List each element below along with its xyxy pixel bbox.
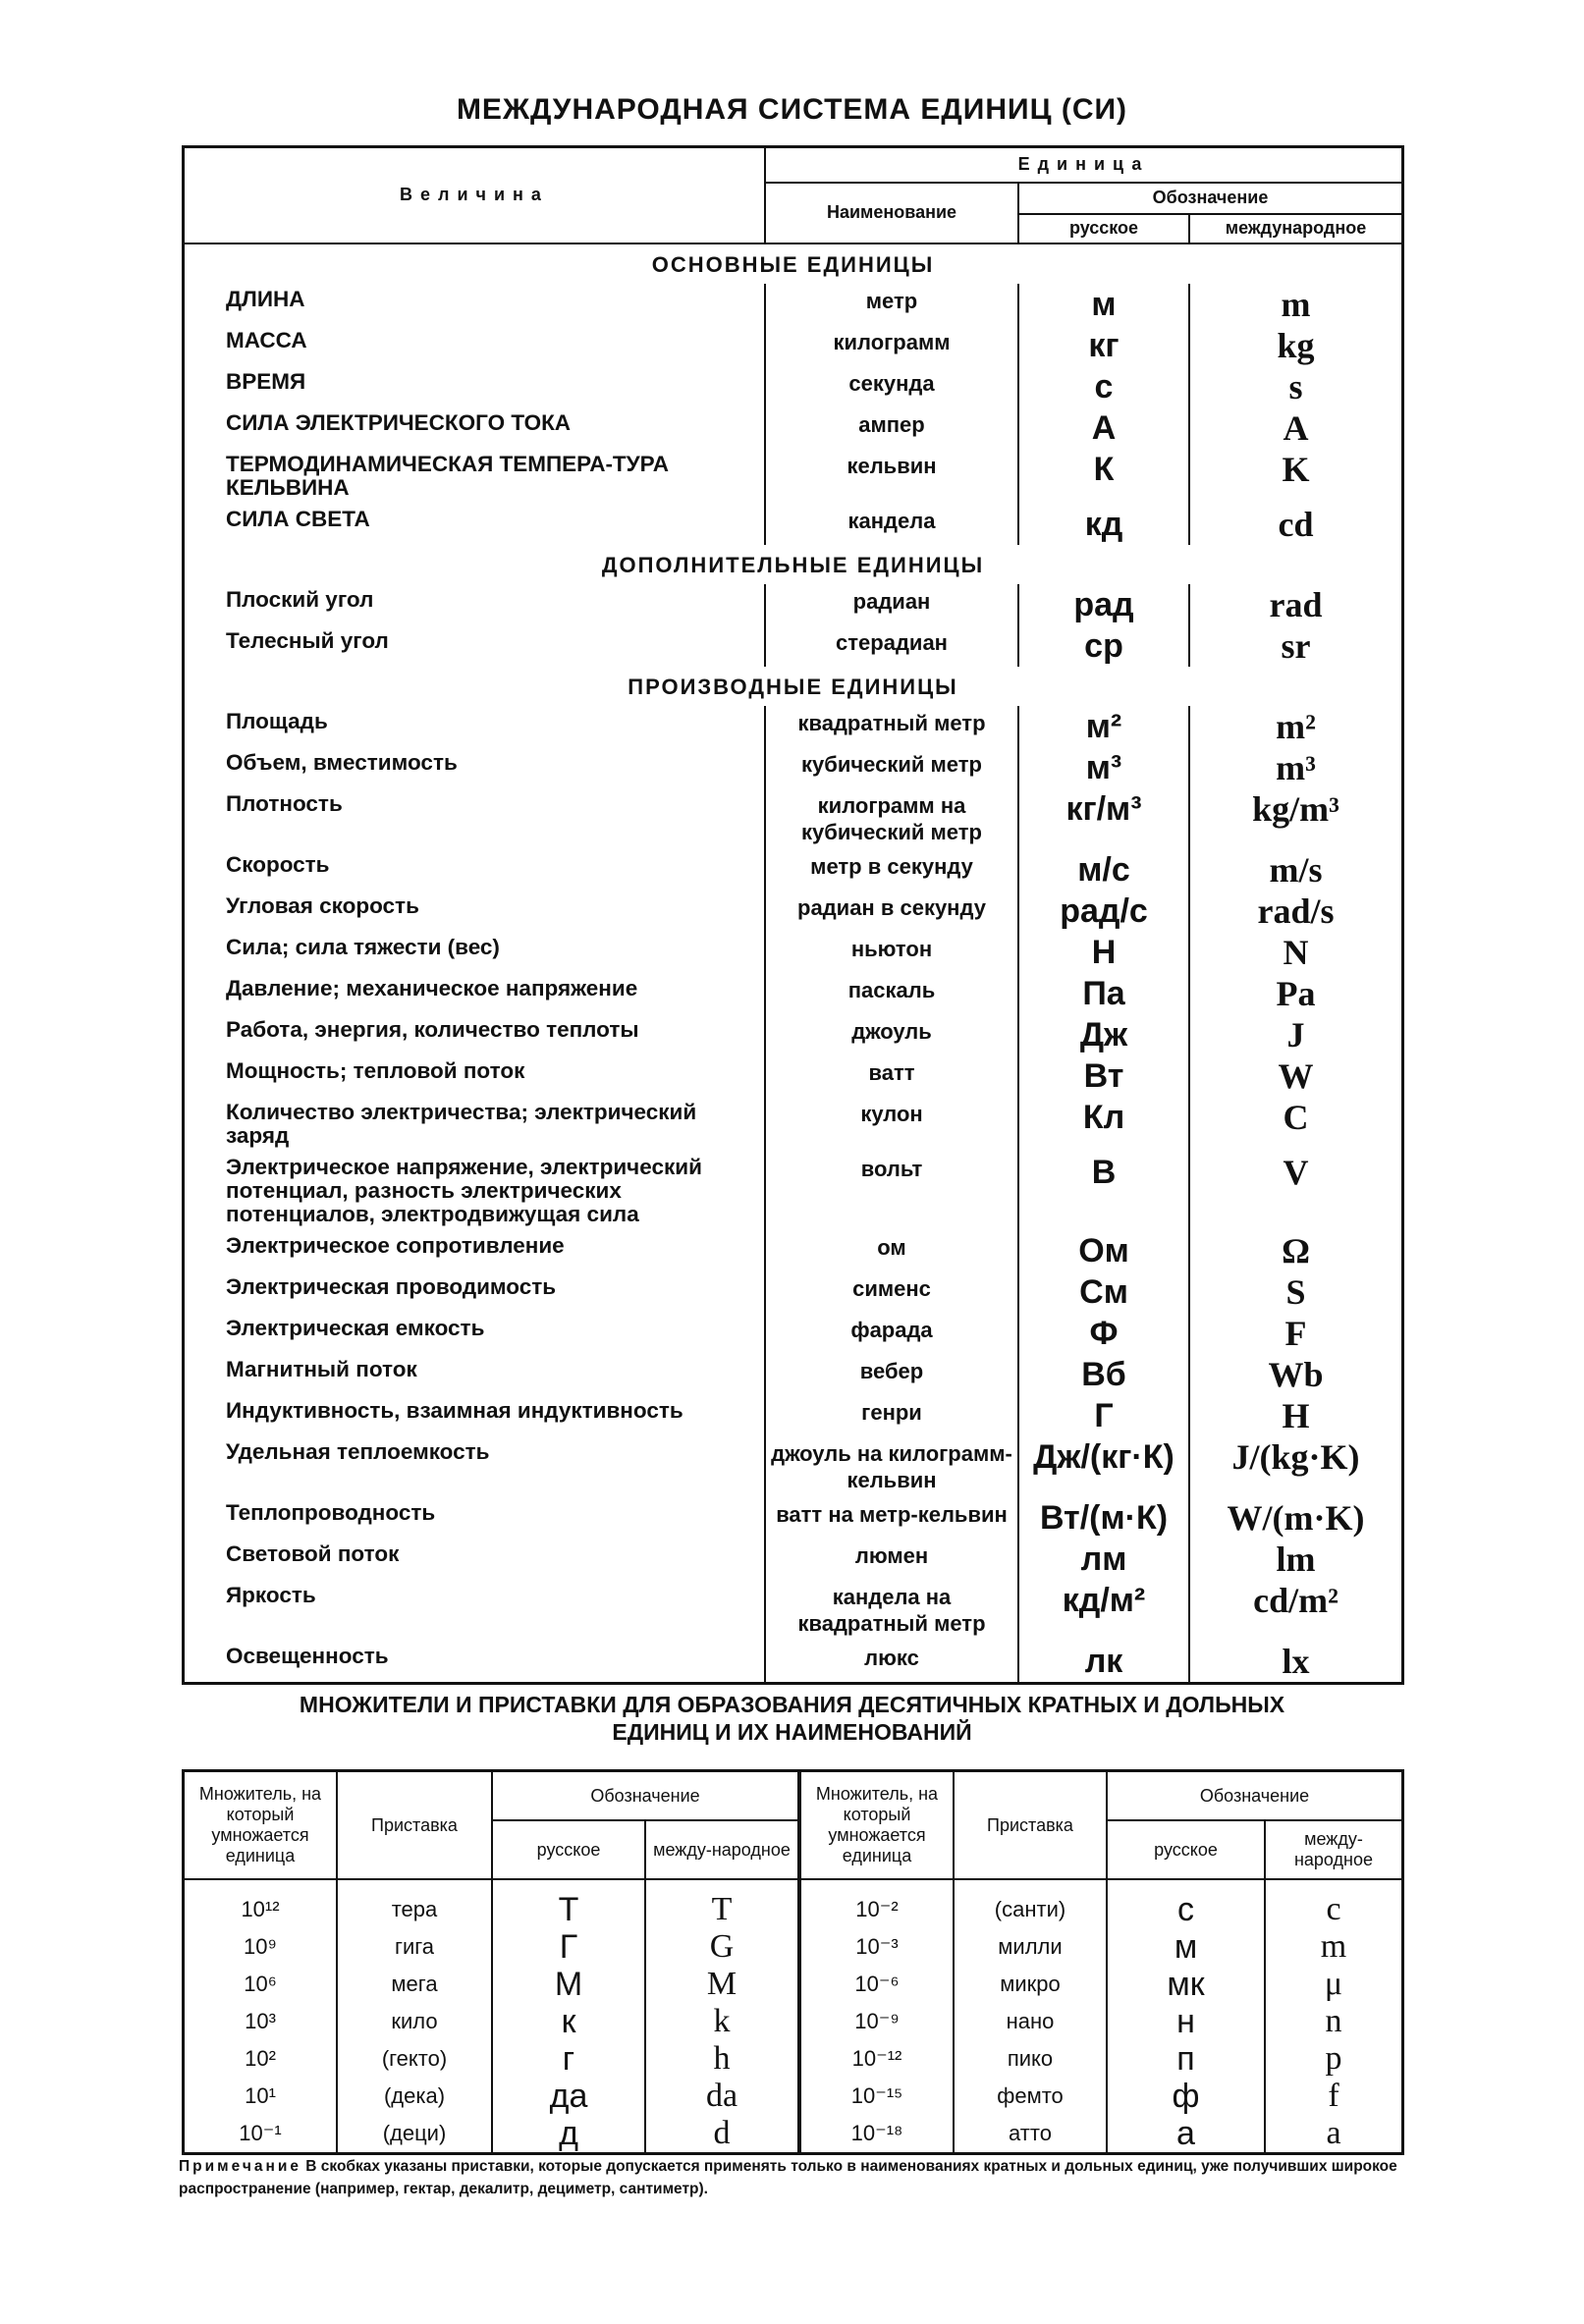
table-row <box>184 1641 1403 1684</box>
quantity-cell: Объем, вместимость <box>226 749 458 775</box>
page-title: МЕЖДУНАРОДНАЯ СИСТЕМА ЕДИНИЦ (СИ) <box>456 93 1128 126</box>
russian-symbol-cell: лм <box>1018 1539 1189 1580</box>
table-row <box>184 407 1403 449</box>
unit-name-cell: кулон <box>765 1097 1018 1152</box>
table-row <box>184 849 1403 891</box>
russian-symbol-cell: Ф <box>1018 1313 1189 1354</box>
unit-name-cell: генри <box>765 1395 1018 1436</box>
intl-symbol-cell: da <box>645 2078 799 2115</box>
quantity-cell: Индуктивность, взаимная индуктивность <box>226 1397 683 1423</box>
unit-name-cell: джоуль <box>765 1014 1018 1055</box>
russian-symbol-cell: м² <box>1018 706 1189 747</box>
russian-symbol-cell: Дж <box>1018 1014 1189 1055</box>
prefix-cell: гига <box>337 1928 492 1966</box>
russian-symbol-cell: Вт <box>1018 1055 1189 1097</box>
multiplier-cell: 10¹ <box>184 2078 338 2115</box>
quantity-cell: Сила; сила тяжести (вес) <box>226 934 500 959</box>
russian-symbol-cell: Вб <box>1018 1354 1189 1395</box>
table-row <box>184 625 1403 667</box>
prefix-cell: милли <box>954 1928 1107 1966</box>
table-row <box>184 2115 1403 2154</box>
unit-name-cell: джоуль на килограмм-кельвин <box>765 1436 1018 1497</box>
intl-symbol-cell: G <box>645 1928 799 1966</box>
table-row <box>184 1497 1403 1539</box>
header-prefix-1: Приставка <box>337 1771 492 1880</box>
intl-symbol-cell: μ <box>1265 1966 1403 2003</box>
russian-symbol-cell: М <box>492 1966 645 2003</box>
quantity-cell: Освещенность <box>226 1643 389 1668</box>
unit-name-cell: килограмм <box>765 325 1018 366</box>
russian-symbol-cell: Г <box>1018 1395 1189 1436</box>
prefix-cell: кило <box>337 2003 492 2040</box>
quantity-cell: Электрическое напряжение, электрический потенциал, разность электрических потенциалов, электродвижущая сила <box>226 1154 702 1226</box>
table-row <box>184 1152 1403 1230</box>
intl-symbol-cell: a <box>1265 2115 1403 2154</box>
intl-symbol-cell: Pa <box>1276 973 1316 1013</box>
russian-symbol-cell: Кл <box>1018 1097 1189 1152</box>
header-quantity: Величина <box>184 147 766 243</box>
prefix-cell: тера <box>337 1879 492 1928</box>
intl-symbol-cell: N <box>1283 932 1309 972</box>
table-row <box>184 1966 1403 2003</box>
unit-name-cell: ватт <box>765 1055 1018 1097</box>
header-prefix-2: Приставка <box>954 1771 1107 1880</box>
unit-name-cell: кандела <box>765 504 1018 545</box>
intl-symbol-cell: Ω <box>1282 1230 1310 1270</box>
multiplier-cell: 10⁻¹² <box>799 2040 954 2078</box>
prefix-cell: (деци) <box>337 2115 492 2154</box>
russian-symbol-cell: с <box>1107 1879 1265 1928</box>
quantity-cell: ДЛИНА <box>226 286 305 311</box>
intl-symbol-cell: A <box>1283 407 1309 448</box>
header-designation-2: Обозначение <box>1107 1771 1403 1821</box>
russian-symbol-cell: лк <box>1018 1641 1189 1684</box>
header-intl-2: между-народное <box>1265 1820 1403 1879</box>
quantity-cell: Яркость <box>226 1582 316 1607</box>
russian-symbol-cell: К <box>1018 449 1189 504</box>
russian-symbol-cell: да <box>492 2078 645 2115</box>
table-row <box>184 584 1403 625</box>
header-russian-2: русское <box>1107 1820 1265 1879</box>
quantity-cell: Плотность <box>226 790 343 816</box>
multiplier-cell: 10³ <box>184 2003 338 2040</box>
header-designation: Обозначение <box>1018 183 1403 214</box>
russian-symbol-cell: кд <box>1018 504 1189 545</box>
intl-symbol-cell: rad/s <box>1257 891 1335 931</box>
intl-symbol-cell: J <box>1286 1014 1305 1054</box>
multiplier-cell: 10⁻¹ <box>184 2115 338 2154</box>
intl-symbol-cell: p <box>1265 2040 1403 2078</box>
intl-symbol-cell: C <box>1283 1097 1309 1137</box>
table-row <box>184 325 1403 366</box>
intl-symbol-cell: h <box>645 2040 799 2078</box>
russian-symbol-cell: а <box>1107 2115 1265 2154</box>
quantity-cell: Световой поток <box>226 1540 400 1566</box>
section-title: ДОПОЛНИТЕЛЬНЫЕ ЕДИНИЦЫ <box>601 552 985 577</box>
unit-name-cell: кандела на квадратный метр <box>765 1580 1018 1641</box>
table-row <box>184 932 1403 973</box>
section-header <box>184 545 1403 584</box>
multiplier-cell: 10² <box>184 2040 338 2078</box>
quantity-cell: Теплопроводность <box>226 1499 436 1525</box>
unit-name-cell: метр <box>765 284 1018 325</box>
unit-name-cell: секунда <box>765 366 1018 407</box>
intl-symbol-cell: W <box>1278 1055 1314 1096</box>
table-row <box>184 747 1403 788</box>
table-row <box>184 706 1403 747</box>
russian-symbol-cell: ф <box>1107 2078 1265 2115</box>
unit-name-cell: сименс <box>765 1271 1018 1313</box>
table-row <box>184 284 1403 325</box>
unit-name-cell: люмен <box>765 1539 1018 1580</box>
prefix-cell: пико <box>954 2040 1107 2078</box>
russian-symbol-cell: н <box>1107 2003 1265 2040</box>
multiplier-cell: 10⁹ <box>184 1928 338 1966</box>
prefix-cell: (дека) <box>337 2078 492 2115</box>
header-multiplier-1: Множитель, на который умножается единица <box>184 1771 338 1880</box>
unit-name-cell: ньютон <box>765 932 1018 973</box>
unit-name-cell: ом <box>765 1230 1018 1271</box>
table-row <box>184 1539 1403 1580</box>
russian-symbol-cell: Т <box>492 1879 645 1928</box>
quantity-cell: Давление; механическое напряжение <box>226 975 638 1000</box>
unit-name-cell: паскаль <box>765 973 1018 1014</box>
quantity-cell: Плоский угол <box>226 586 374 612</box>
intl-symbol-cell: rad <box>1269 584 1323 624</box>
prefix-cell: (санти) <box>954 1879 1107 1928</box>
header-name: Наименование <box>765 183 1018 243</box>
intl-symbol-cell: m <box>1265 1928 1403 1966</box>
header-intl-1: между-народное <box>645 1820 799 1879</box>
section-header <box>184 243 1403 284</box>
section-title: ОСНОВНЫЕ ЕДИНИЦЫ <box>651 251 935 277</box>
unit-name-cell: радиан <box>765 584 1018 625</box>
intl-symbol-cell: T <box>645 1879 799 1928</box>
russian-symbol-cell: Г <box>492 1928 645 1966</box>
multiplier-cell: 10⁻¹⁸ <box>799 2115 954 2154</box>
quantity-cell: Магнитный поток <box>226 1356 417 1381</box>
russian-symbol-cell: Н <box>1018 932 1189 973</box>
russian-symbol-cell: Дж/(кг·К) <box>1018 1436 1189 1497</box>
quantity-cell: Мощность; тепловой поток <box>226 1057 525 1083</box>
table-row <box>184 788 1403 849</box>
russian-symbol-cell: кг/м³ <box>1018 788 1189 849</box>
russian-symbol-cell: Ом <box>1018 1230 1189 1271</box>
prefix-table <box>182 1769 1404 2155</box>
quantity-cell: Телесный угол <box>226 627 389 653</box>
table-row <box>184 1097 1403 1152</box>
section-header <box>184 667 1403 706</box>
intl-symbol-cell: m³ <box>1276 747 1316 787</box>
intl-symbol-cell: W/(m·K) <box>1227 1497 1365 1538</box>
quantity-cell: СИЛА ЭЛЕКТРИЧЕСКОГО ТОКА <box>226 409 572 435</box>
section-title: ПРОИЗВОДНЫЕ ЕДИНИЦЫ <box>628 674 958 699</box>
unit-name-cell: ампер <box>765 407 1018 449</box>
intl-symbol-cell: M <box>645 1966 799 2003</box>
unit-name-cell: кельвин <box>765 449 1018 504</box>
footnote: Примечание В скобках указаны приставки, которые допускается применять только в наименованиях кратных и дольных единиц, уже получивших широкое распространение (например, гектар, декалитр, дециметр, сантиметр). <box>179 2158 1397 2197</box>
unit-name-cell: люкс <box>765 1641 1018 1684</box>
russian-symbol-cell: м <box>1107 1928 1265 1966</box>
russian-symbol-cell: м <box>1018 284 1189 325</box>
multiplier-cell: 10⁶ <box>184 1966 338 2003</box>
multiplier-cell: 10⁻¹⁵ <box>799 2078 954 2115</box>
russian-symbol-cell: В <box>1018 1152 1189 1230</box>
russian-symbol-cell: А <box>1018 407 1189 449</box>
quantity-cell: Скорость <box>226 851 330 877</box>
unit-name-cell: вебер <box>765 1354 1018 1395</box>
table-row <box>184 1928 1403 1966</box>
intl-symbol-cell: Wb <box>1268 1354 1324 1394</box>
russian-symbol-cell: кг <box>1018 325 1189 366</box>
table-row <box>184 504 1403 545</box>
unit-name-cell: квадратный метр <box>765 706 1018 747</box>
intl-symbol-cell: n <box>1265 2003 1403 2040</box>
intl-symbol-cell: V <box>1283 1152 1309 1192</box>
russian-symbol-cell: Вт/(м·К) <box>1018 1497 1189 1539</box>
intl-symbol-cell: sr <box>1281 625 1311 666</box>
intl-symbol-cell: F <box>1284 1313 1307 1353</box>
header-russian-1: русское <box>492 1820 645 1879</box>
intl-symbol-cell: S <box>1285 1271 1306 1312</box>
russian-symbol-cell: д <box>492 2115 645 2154</box>
quantity-cell: Электрическая проводимость <box>226 1273 557 1299</box>
quantity-cell: Работа, энергия, количество теплоты <box>226 1016 639 1042</box>
intl-symbol-cell: m² <box>1276 706 1316 746</box>
prefix-cell: фемто <box>954 2078 1107 2115</box>
quantity-cell: Количество электричества; электрический заряд <box>226 1099 697 1148</box>
quantity-cell: Угловая скорость <box>226 892 419 918</box>
prefix-cell: нано <box>954 2003 1107 2040</box>
table-row <box>184 2003 1403 2040</box>
prefix-cell: атто <box>954 2115 1107 2154</box>
prefix-table-title: МНОЖИТЕЛИ И ПРИСТАВКИ ДЛЯ ОБРАЗОВАНИЯ ДЕСЯТИЧНЫХ КРАТНЫХ И ДОЛЬНЫХ ЕДИНИЦ И ИХ НАИМЕНОВАНИЙ <box>299 1692 1285 1745</box>
si-units-table <box>182 145 1404 1685</box>
intl-symbol-cell: J/(kg·K) <box>1231 1436 1360 1477</box>
russian-symbol-cell: Па <box>1018 973 1189 1014</box>
table-row <box>184 1879 1403 1928</box>
unit-name-cell: радиан в секунду <box>765 891 1018 932</box>
intl-symbol-cell: K <box>1282 449 1310 489</box>
intl-symbol-cell: kg/m³ <box>1252 788 1339 829</box>
intl-symbol-cell: m/s <box>1269 849 1323 890</box>
prefix-cell: микро <box>954 1966 1107 2003</box>
header-russian: русское <box>1018 214 1189 243</box>
russian-symbol-cell: См <box>1018 1271 1189 1313</box>
header-multiplier-2: Множитель, на который умножается единица <box>799 1771 954 1880</box>
intl-symbol-cell: s <box>1288 366 1303 406</box>
prefix-cell: (гекто) <box>337 2040 492 2078</box>
quantity-cell: Площадь <box>226 708 328 733</box>
intl-symbol-cell: c <box>1265 1879 1403 1928</box>
quantity-cell: Электрическое сопротивление <box>226 1232 565 1258</box>
intl-symbol-cell: k <box>645 2003 799 2040</box>
multiplier-cell: 10⁻⁹ <box>799 2003 954 2040</box>
intl-symbol-cell: H <box>1282 1395 1310 1435</box>
unit-name-cell: метр в секунду <box>765 849 1018 891</box>
table-row <box>184 891 1403 932</box>
header-international: международное <box>1189 214 1403 243</box>
table-row <box>184 1313 1403 1354</box>
unit-name-cell: килограмм на кубический метр <box>765 788 1018 849</box>
russian-symbol-cell: мк <box>1107 1966 1265 2003</box>
unit-name-cell: кубический метр <box>765 747 1018 788</box>
quantity-cell: Электрическая емкость <box>226 1315 485 1340</box>
table-row <box>184 1271 1403 1313</box>
russian-symbol-cell: г <box>492 2040 645 2078</box>
multiplier-cell: 10⁻³ <box>799 1928 954 1966</box>
table-row <box>184 1580 1403 1641</box>
unit-name-cell: ватт на метр-кельвин <box>765 1497 1018 1539</box>
table-row <box>184 366 1403 407</box>
prefix-body <box>184 1879 1403 2154</box>
russian-symbol-cell: п <box>1107 2040 1265 2078</box>
table-row <box>184 2040 1403 2078</box>
table-row <box>184 973 1403 1014</box>
intl-symbol-cell: cd/m² <box>1253 1580 1338 1620</box>
header-designation-1: Обозначение <box>492 1771 799 1821</box>
quantity-cell: ТЕРМОДИНАМИЧЕСКАЯ ТЕМПЕРА-ТУРА КЕЛЬВИНА <box>226 451 669 500</box>
intl-symbol-cell: d <box>645 2115 799 2154</box>
table-row <box>184 1354 1403 1395</box>
quantity-cell: СИЛА СВЕТА <box>226 506 370 531</box>
table-row <box>184 449 1403 504</box>
russian-symbol-cell: с <box>1018 366 1189 407</box>
unit-name-cell: фарада <box>765 1313 1018 1354</box>
russian-symbol-cell: к <box>492 2003 645 2040</box>
russian-symbol-cell: рад <box>1018 584 1189 625</box>
quantity-cell: ВРЕМЯ <box>226 368 306 394</box>
prefix-cell: мега <box>337 1966 492 2003</box>
intl-symbol-cell: m <box>1281 284 1311 324</box>
intl-symbol-cell: lm <box>1276 1539 1316 1579</box>
unit-name-cell: стерадиан <box>765 625 1018 667</box>
unit-name-cell: вольт <box>765 1152 1018 1230</box>
intl-symbol-cell: f <box>1265 2078 1403 2115</box>
quantity-cell: МАССА <box>226 327 307 352</box>
multiplier-cell: 10¹² <box>184 1879 338 1928</box>
multiplier-cell: 10⁻⁶ <box>799 1966 954 2003</box>
intl-symbol-cell: lx <box>1282 1641 1310 1681</box>
russian-symbol-cell: м/с <box>1018 849 1189 891</box>
quantity-cell: Удельная теплоемкость <box>226 1438 490 1464</box>
intl-symbol-cell: kg <box>1277 325 1315 365</box>
table-row <box>184 1436 1403 1497</box>
table-row <box>184 2078 1403 2115</box>
header-unit: Единица <box>765 147 1403 183</box>
russian-symbol-cell: рад/с <box>1018 891 1189 932</box>
multiplier-cell: 10⁻² <box>799 1879 954 1928</box>
si-units-body <box>184 243 1403 1684</box>
intl-symbol-cell: cd <box>1278 504 1314 544</box>
table-row <box>184 1014 1403 1055</box>
russian-symbol-cell: кд/м² <box>1018 1580 1189 1641</box>
table-row <box>184 1055 1403 1097</box>
table-row <box>184 1230 1403 1271</box>
russian-symbol-cell: м³ <box>1018 747 1189 788</box>
table-row <box>184 1395 1403 1436</box>
russian-symbol-cell: ср <box>1018 625 1189 667</box>
